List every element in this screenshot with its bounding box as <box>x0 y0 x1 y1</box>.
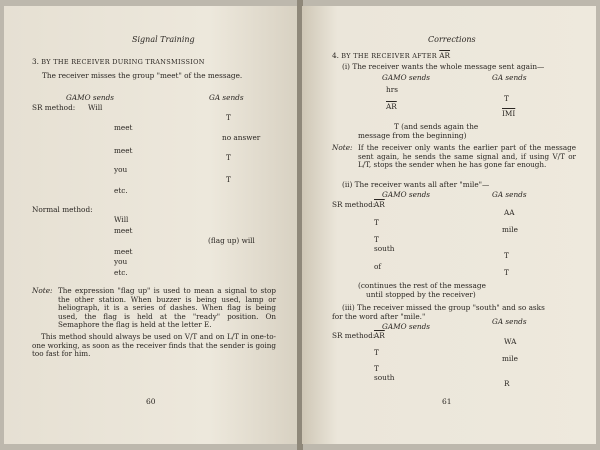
exchange-cell: south <box>374 373 395 382</box>
exchange-cell: meet <box>114 247 133 256</box>
exchange-cell: T <box>226 113 231 122</box>
note-text: The expression "flag up" is used to mean a signal to stop the other station. When buzzer is being used, lamp or heliograph, it is a series of dashes. When flag is being used, the flag is held at the "ready" position. On Semaphore the flag is held at the letter E. <box>58 286 276 330</box>
exchange-cell: etc. <box>114 186 128 195</box>
exchange-cell: $\overline{AR}$ <box>374 331 385 340</box>
page-header: Corrections <box>428 35 476 44</box>
exchange-cell: T <box>374 235 379 244</box>
exchange-cell: no answer <box>222 133 261 142</box>
subsection-ii: (ii) The receiver wants all after "mile"— <box>342 180 490 189</box>
exchange-cell: WA <box>504 337 517 346</box>
exchange-cell: T <box>374 364 379 373</box>
page-number: 60 <box>146 397 156 406</box>
exchange-cell: hrs <box>386 85 398 94</box>
exchange-cell: Will <box>114 215 129 224</box>
exchange-cell: T <box>226 175 231 184</box>
subsection-i: (i) The receiver wants the whole message sent again— <box>342 62 545 71</box>
column-header-gamo: GAMO sends <box>382 190 431 199</box>
exchange-cell: T <box>504 94 509 103</box>
note-label: Note: <box>332 143 353 152</box>
right-page <box>302 6 596 444</box>
subsection-iii: (iii) The receiver missed the group "south" and so asks <box>342 303 545 312</box>
note-label: Note: <box>32 286 53 295</box>
exchange-cell: Will <box>88 103 103 112</box>
section-title: BY THE RECEIVER AFTER <box>341 52 437 60</box>
exchange-cell: T <box>374 348 379 357</box>
exchange-cell: meet <box>114 146 133 155</box>
exchange-cell: $\overline{IMI}$ <box>502 109 516 118</box>
exchange-cell: T (and sends again the <box>394 122 479 131</box>
section-heading <box>32 58 205 66</box>
section-title: BY THE RECEIVER DURING TRANSMISSION <box>41 58 205 66</box>
exchange-cell: message from the beginning) <box>358 131 467 140</box>
exchange-cell: etc. <box>114 268 128 277</box>
exchange-cell: meet <box>114 123 133 132</box>
exchange-cell: T <box>226 153 231 162</box>
exchange-cell: mile <box>502 225 518 234</box>
exchange-cell: south <box>374 244 395 253</box>
page-header: Signal Training <box>132 35 195 44</box>
column-header-ga: GA sends <box>492 317 527 326</box>
closing-paragraph: This method should always be used on V/T and on L/T in one-to-one working, as soon as the receiver finds that the sender is going too fast for him. <box>32 332 276 359</box>
column-header-ga: GA sends <box>492 73 527 82</box>
exchange-cell: until stopped by the receiver) <box>366 290 476 299</box>
column-header-gamo: GAMO sends <box>66 93 115 102</box>
section-title-mark: $\overline{AR}$ <box>439 51 451 60</box>
exchange-cell: you <box>114 257 128 266</box>
column-header-gamo: GAMO sends <box>382 322 431 331</box>
exchange-cell: $\overline{AR}$ <box>386 102 397 111</box>
exchange-cell: T <box>374 218 379 227</box>
subsection-iii-cont: for the word after "mile." <box>332 312 426 321</box>
sr-method-label: SR method: <box>332 331 376 340</box>
page-number: 61 <box>442 397 452 406</box>
sr-method-label: SR method: <box>332 200 376 209</box>
exchange-cell: of <box>374 262 382 271</box>
sr-method-label: SR method: <box>32 103 76 112</box>
exchange-cell: (flag up) will <box>208 236 255 245</box>
exchange-cell: you <box>114 165 128 174</box>
column-header-ga: GA sends <box>209 93 244 102</box>
exchange-cell: mile <box>502 354 518 363</box>
intro-text: The receiver misses the group "meet" of the message. <box>42 71 243 80</box>
normal-method-label: Normal method: <box>32 205 93 214</box>
note-text: If the receiver only wants the earlier part of the message sent again, he sends the same signal and, if using V/T or L/T, stops the sender when he has gone far enough. <box>358 143 576 170</box>
column-header-gamo: GAMO sends <box>382 73 431 82</box>
left-page <box>4 6 298 444</box>
section-number: 4. <box>332 51 339 60</box>
column-header-ga: GA sends <box>492 190 527 199</box>
section-number: 3. <box>32 57 39 66</box>
section-heading <box>332 52 450 60</box>
exchange-cell: AA <box>504 208 515 217</box>
exchange-cell: (continues the rest of the message <box>358 281 486 290</box>
exchange-cell: T <box>504 268 509 277</box>
exchange-cell: meet <box>114 226 133 235</box>
exchange-cell: T <box>504 251 509 260</box>
exchange-cell: $\overline{AR}$ <box>374 200 385 209</box>
exchange-cell: R <box>504 379 510 388</box>
